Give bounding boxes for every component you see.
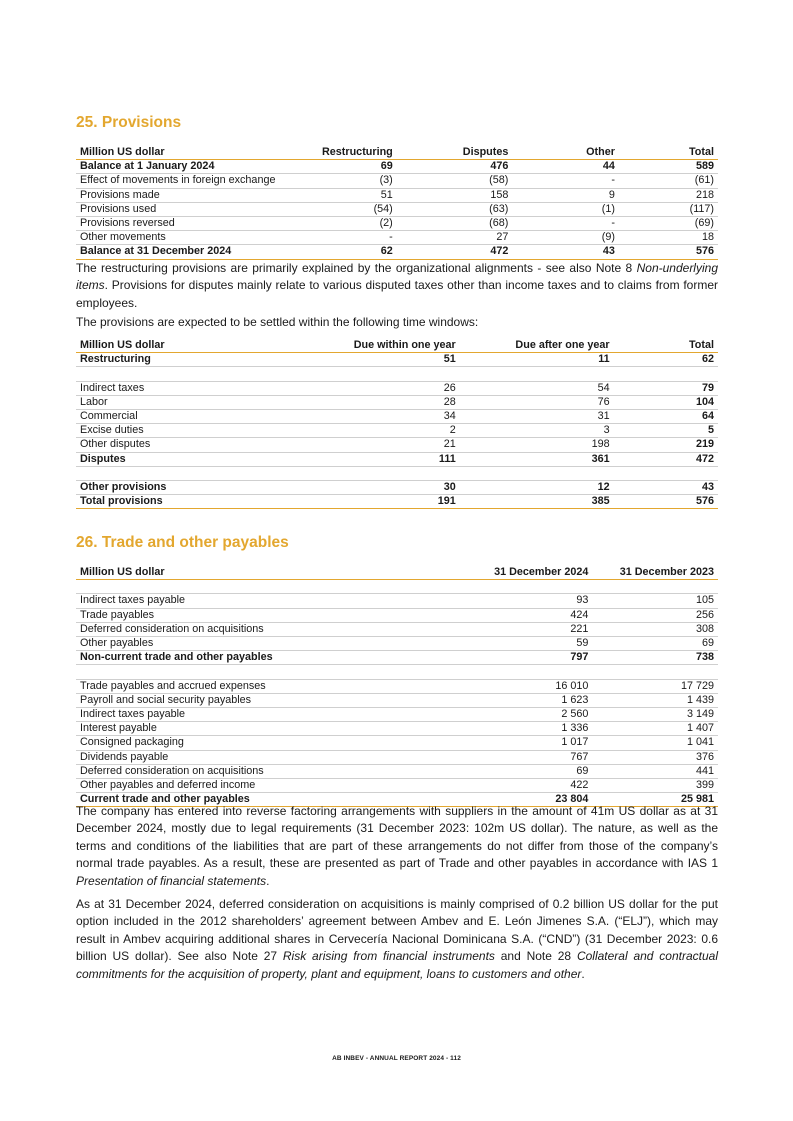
cell-value: -	[389, 231, 393, 244]
cell-value: (68)	[489, 217, 509, 230]
cell-value: 51	[380, 188, 393, 201]
row-label: Deferred consideration on acquisitions	[80, 764, 264, 777]
cell-value: 589	[695, 160, 714, 173]
column-header: Other	[586, 146, 615, 158]
column-header: Million US dollar	[80, 339, 165, 351]
cell-value: (58)	[489, 174, 509, 187]
table-row	[76, 395, 718, 409]
cell-value: 219	[695, 438, 714, 451]
table-row	[76, 202, 718, 216]
cell-value	[305, 466, 459, 480]
table-spacer-row	[76, 367, 718, 381]
cell-value: 105	[695, 594, 714, 607]
table-row	[76, 679, 718, 693]
cell-value: 476	[490, 160, 509, 173]
paragraph-deferred-consideration	[76, 896, 718, 983]
table-row	[76, 481, 718, 495]
row-label: Provisions made	[80, 188, 160, 201]
cell-value	[614, 466, 718, 480]
table-row	[76, 452, 718, 466]
cell-value: 218	[695, 188, 714, 201]
cell-value: 376	[695, 750, 714, 763]
cell-value: (63)	[489, 202, 509, 215]
table-row	[76, 438, 718, 452]
cell-value	[467, 580, 593, 594]
row-label: Total provisions	[80, 495, 163, 508]
row-label: Effect of movements in foreign exchange	[80, 174, 276, 187]
section-25-title: 25. Provisions	[76, 114, 182, 131]
cell-value: 64	[701, 410, 714, 422]
cell-value: 62	[380, 245, 393, 258]
cell-value: (69)	[694, 217, 714, 230]
table-row	[76, 736, 718, 750]
cell-value: 361	[591, 452, 610, 465]
row-label: Interest payable	[80, 722, 157, 735]
cell-value: 12	[597, 481, 610, 493]
cell-value: -	[611, 217, 615, 230]
cell-value: 79	[701, 381, 714, 394]
cell-value: 104	[695, 395, 714, 408]
row-label: Current trade and other payables	[80, 793, 250, 806]
cell-value: 16 010	[555, 679, 589, 692]
row-label: Other payables	[80, 637, 154, 649]
cell-value	[592, 580, 718, 594]
cell-value: 1 336	[561, 722, 589, 735]
cell-value: 25 981	[680, 793, 714, 806]
cell-value: 34	[443, 410, 456, 422]
column-header: 31 December 2023	[619, 566, 714, 578]
cell-value: 9	[608, 188, 615, 201]
cell-value: 308	[695, 622, 714, 635]
row-label	[76, 580, 467, 594]
column-header: 31 December 2024	[494, 566, 589, 578]
column-header: Total	[689, 146, 714, 158]
text-run: .	[266, 873, 270, 888]
cell-value	[305, 367, 459, 381]
cell-value: 3	[603, 424, 610, 437]
page-footer: AB INBEV - ANNUAL REPORT 2024 - 112	[332, 1055, 461, 1062]
table-row	[76, 410, 718, 424]
table-row	[76, 188, 718, 202]
cell-value: 1 623	[561, 693, 589, 706]
row-label: Payroll and social security payables	[80, 693, 252, 706]
row-label: Indirect taxes	[80, 381, 145, 394]
table-row	[76, 424, 718, 438]
table-header-row	[76, 339, 718, 353]
table-header-row	[76, 146, 718, 160]
row-label: Deferred consideration on acquisitions	[80, 622, 264, 635]
cell-value: 76	[597, 395, 610, 408]
cell-value: 472	[490, 245, 509, 258]
row-label: Dividends payable	[80, 750, 169, 763]
row-label: Non-current trade and other payables	[80, 651, 273, 664]
table-row	[76, 231, 718, 245]
cell-value: (61)	[694, 174, 714, 187]
row-label: Balance at 1 January 2024	[80, 160, 215, 173]
table-row	[76, 750, 718, 764]
text-run: As at 31 December 2024, deferred consideration on acquisitions is mainly comprised of 0.2 billion US dollar for the put option included in the 2012 shareholders’ agreement between Ambev and E. León Jimenes S.A. (“ELJ”), which may result in Ambev acquiring additional shares in Cervecería Nacional Dominicana S.A. (“CND”) (31 December 2023: 0.6 billion US dollar). See also Note 27	[76, 897, 718, 964]
column-header: Million US dollar	[80, 566, 165, 578]
cell-value: 198	[591, 438, 610, 451]
text-run-italic: Collateral and contractual commitments for the acquisition of property, plant and equipment, loans to customers and other	[76, 949, 718, 981]
cell-value: 5	[707, 424, 714, 437]
cell-value: 191	[437, 495, 456, 508]
row-label	[76, 367, 305, 381]
cell-value: 576	[695, 495, 714, 508]
cell-value: 472	[695, 452, 714, 465]
cell-value	[460, 367, 614, 381]
cell-value: 93	[576, 594, 589, 607]
cell-value: 30	[443, 481, 456, 493]
row-label: Trade payables	[80, 608, 155, 621]
cell-value: 158	[490, 188, 509, 201]
cell-value: 3 149	[686, 708, 714, 720]
table-row	[76, 708, 718, 722]
row-label: Provisions used	[80, 202, 157, 215]
row-label: Provisions reversed	[80, 217, 175, 230]
cell-value: (1)	[601, 202, 615, 215]
cell-value: 31	[597, 410, 610, 422]
cell-value: 2 560	[561, 708, 589, 720]
table-row	[76, 245, 718, 259]
cell-value: 54	[597, 381, 610, 394]
cell-value: (117)	[689, 202, 714, 215]
row-label: Consigned packaging	[80, 736, 184, 749]
cell-value: -	[611, 174, 615, 187]
cell-value: 576	[695, 245, 714, 258]
row-label	[76, 665, 467, 679]
text-run: The company has entered into reverse factoring arrangements with suppliers in the amount of 41m US dollar as at 31 December 2024, mostly due to legal requirements (31 December 2023: 102m US dollar). The nature, as well as the terms and conditions of the liabilities that are part of these arrangements do not differ from those of the company’s normal trade payables. As a result, these are presented as part of Trade and other payables in accordance with IAS 1	[76, 804, 718, 871]
table-row	[76, 160, 718, 174]
row-label: Indirect taxes payable	[80, 594, 186, 607]
cell-value: 738	[695, 651, 714, 664]
cell-value: 28	[443, 395, 456, 408]
table-row	[76, 622, 718, 636]
cell-value: (3)	[379, 174, 393, 187]
column-header: Due after one year	[515, 339, 610, 351]
cell-value: 256	[695, 608, 714, 621]
table-row	[76, 594, 718, 608]
cell-value: 43	[602, 245, 615, 258]
provisions-table-body	[76, 160, 718, 259]
row-label	[76, 466, 305, 480]
cell-value: (2)	[379, 217, 393, 230]
payables-table-body	[76, 580, 718, 807]
cell-value: 59	[576, 637, 589, 649]
row-label: Indirect taxes payable	[80, 708, 186, 720]
column-header: Due within one year	[353, 339, 456, 351]
cell-value: 422	[570, 779, 589, 792]
table-spacer-row	[76, 665, 718, 679]
cell-value: 441	[695, 764, 714, 777]
payables-table	[76, 566, 718, 807]
cell-value: (54)	[373, 202, 393, 215]
cell-value: 221	[570, 622, 589, 635]
row-label: Trade payables and accrued expenses	[80, 679, 266, 692]
provisions-timing-table-body	[76, 353, 718, 509]
cell-value: 23 804	[555, 793, 589, 806]
cell-value: 1 439	[686, 693, 714, 706]
column-header: Total	[689, 339, 714, 351]
row-label: Commercial	[80, 410, 138, 422]
text-run: and Note 28	[494, 949, 577, 964]
table-spacer-row	[76, 466, 718, 480]
cell-value: 27	[496, 231, 509, 244]
text-run-italic: Non-underlying items	[76, 261, 718, 293]
table-row	[76, 764, 718, 778]
text-run-italic: Presentation of financial statements	[76, 873, 267, 888]
cell-value: (9)	[601, 231, 615, 244]
column-header: Million US dollar	[80, 146, 165, 158]
text-run: . Provisions for disputes mainly relate to various disputed taxes other than income taxes and to claims from former employees.	[76, 278, 718, 310]
table-row	[76, 651, 718, 665]
cell-value: 111	[438, 452, 456, 465]
cell-value: 69	[701, 637, 714, 649]
row-label: Excise duties	[80, 424, 144, 437]
paragraph-restructuring	[76, 260, 718, 312]
table-spacer-row	[76, 580, 718, 594]
table-row	[76, 174, 718, 188]
cell-value	[614, 367, 718, 381]
cell-value: 18	[701, 231, 714, 244]
paragraph-time-windows: The provisions are expected to be settled within the following time windows:	[76, 315, 479, 329]
cell-value: 26	[443, 381, 456, 394]
cell-value: 44	[602, 160, 615, 173]
cell-value: 43	[701, 481, 714, 493]
text-run-italic: Risk arising from financial instruments	[282, 949, 495, 964]
table-row	[76, 381, 718, 395]
section-26-title: 26. Trade and other payables	[76, 534, 289, 551]
table-row	[76, 608, 718, 622]
cell-value: 2	[449, 424, 456, 437]
cell-value	[460, 466, 614, 480]
row-label: Other movements	[80, 231, 166, 244]
cell-value: 11	[598, 353, 610, 366]
cell-value: 21	[443, 438, 456, 451]
cell-value	[467, 665, 593, 679]
cell-value: 385	[591, 495, 610, 508]
cell-value: 1 017	[561, 736, 589, 749]
cell-value: 62	[701, 353, 714, 366]
cell-value: 69	[576, 764, 589, 777]
cell-value: 1 041	[686, 736, 714, 749]
provisions-timing-table	[76, 339, 718, 509]
paragraph-reverse-factoring	[76, 803, 718, 890]
row-label: Labor	[80, 395, 108, 408]
cell-value	[592, 665, 718, 679]
cell-value: 399	[695, 779, 714, 792]
table-row	[76, 693, 718, 707]
cell-value: 797	[570, 651, 589, 664]
row-label: Balance at 31 December 2024	[80, 245, 232, 258]
cell-value: 1 407	[686, 722, 714, 735]
row-label: Disputes	[80, 452, 126, 465]
column-header: Disputes	[462, 146, 509, 158]
cell-value: 767	[570, 750, 589, 763]
table-header-row	[76, 566, 718, 580]
cell-value: 51	[443, 353, 456, 366]
row-label: Other disputes	[80, 438, 151, 451]
cell-value: 17 729	[680, 679, 714, 692]
table-row	[76, 353, 718, 367]
text-run: .	[581, 966, 585, 981]
table-row	[76, 779, 718, 793]
row-label: Restructuring	[80, 353, 151, 366]
table-row	[76, 722, 718, 736]
row-label: Other payables and deferred income	[80, 779, 256, 792]
table-row	[76, 637, 718, 651]
provisions-table	[76, 146, 718, 260]
cell-value: 424	[570, 608, 589, 621]
row-label: Other provisions	[80, 481, 167, 493]
table-row	[76, 217, 718, 231]
text-run: The restructuring provisions are primarily explained by the organizational alignments - see also Note 8	[76, 261, 637, 275]
column-header: Restructuring	[321, 146, 393, 158]
cell-value: 69	[380, 160, 393, 173]
table-row	[76, 495, 718, 509]
